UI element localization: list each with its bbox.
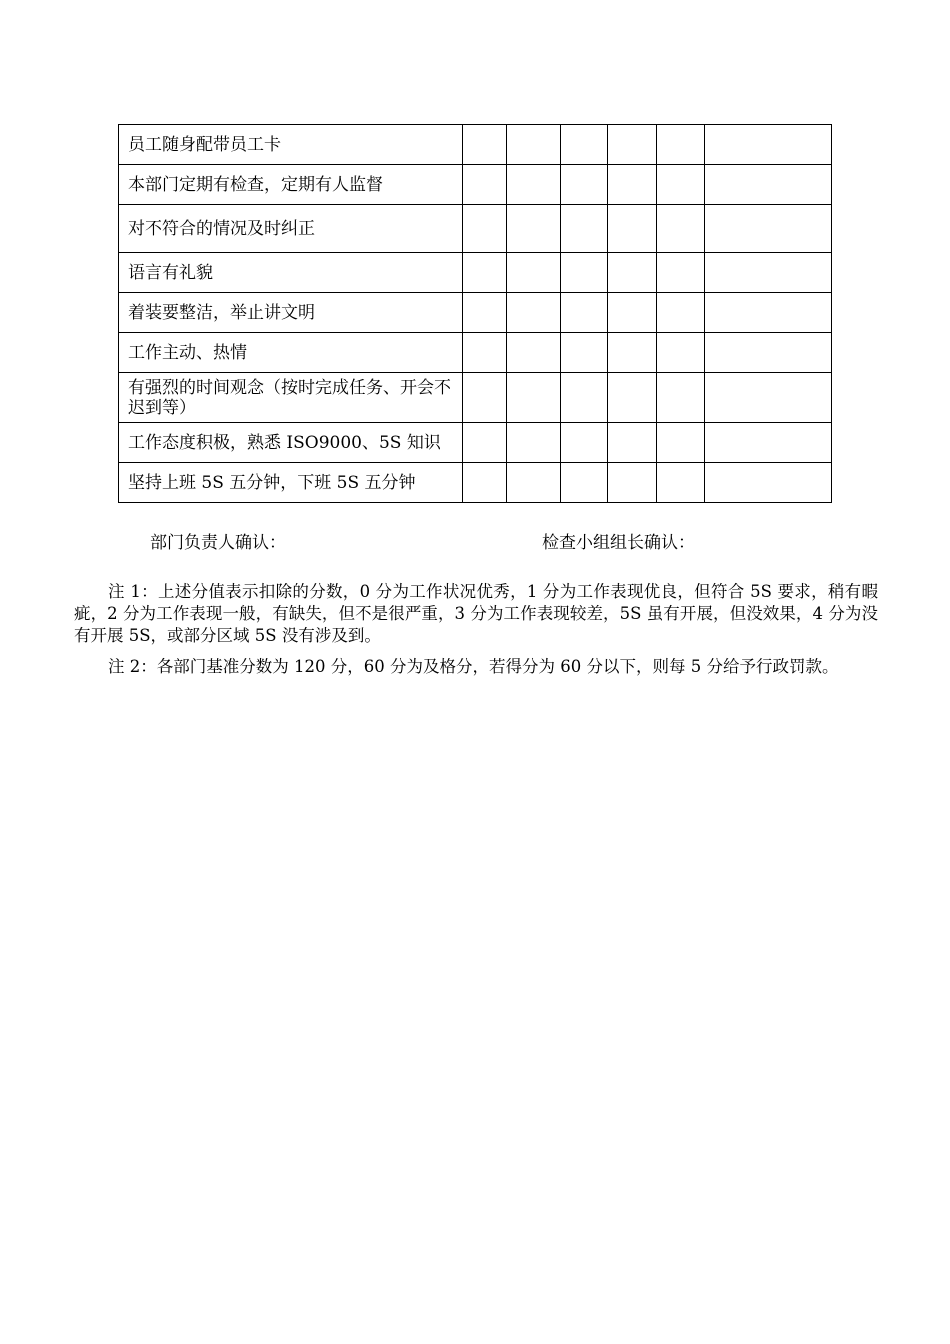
score-cell	[608, 253, 657, 293]
score-cell	[507, 293, 561, 333]
score-cell	[561, 463, 608, 503]
item-text: 工作主动、热情	[128, 342, 247, 363]
table-row	[119, 165, 832, 205]
remark-cell	[705, 165, 832, 205]
score-cell	[608, 333, 657, 373]
remark-cell	[705, 293, 832, 333]
score-cell	[657, 125, 705, 165]
item-text: 本部门定期有检查，定期有人监督	[128, 174, 383, 195]
score-cell	[507, 253, 561, 293]
score-cell	[657, 293, 705, 333]
item-text: 着装要整洁，举止讲文明	[128, 302, 315, 323]
score-cell	[463, 423, 507, 463]
table-row	[119, 253, 832, 293]
item-cell	[119, 125, 463, 165]
item-text: 工作态度积极，熟悉 ISO9000、5S 知识	[128, 432, 441, 453]
score-cell	[507, 165, 561, 205]
score-cell	[463, 125, 507, 165]
score-cell	[463, 293, 507, 333]
score-cell	[608, 205, 657, 253]
item-cell	[119, 423, 463, 463]
score-cell	[608, 293, 657, 333]
score-cell	[561, 165, 608, 205]
score-cell	[463, 165, 507, 205]
item-cell	[119, 333, 463, 373]
remark-cell	[705, 423, 832, 463]
score-cell	[608, 463, 657, 503]
table-row	[119, 205, 832, 253]
item-cell	[119, 205, 463, 253]
score-cell	[463, 205, 507, 253]
score-cell	[657, 423, 705, 463]
score-cell	[507, 463, 561, 503]
score-cell	[463, 373, 507, 423]
score-cell	[463, 253, 507, 293]
score-cell	[561, 333, 608, 373]
score-cell	[608, 423, 657, 463]
score-cell	[561, 125, 608, 165]
item-text: 员工随身配带员工卡	[128, 134, 281, 155]
score-cell	[657, 253, 705, 293]
item-cell	[119, 293, 463, 333]
score-cell	[608, 165, 657, 205]
score-cell	[507, 125, 561, 165]
table-row	[119, 373, 832, 423]
item-cell	[119, 253, 463, 293]
item-text: 坚持上班 5S 五分钟，下班 5S 五分钟	[128, 472, 416, 493]
remark-cell	[705, 463, 832, 503]
table-row	[119, 125, 832, 165]
score-cell	[561, 373, 608, 423]
score-cell	[657, 205, 705, 253]
inspection-table	[118, 124, 832, 503]
score-cell	[507, 373, 561, 423]
remark-cell	[705, 125, 832, 165]
table-row	[119, 333, 832, 373]
score-cell	[608, 125, 657, 165]
score-cell	[507, 205, 561, 253]
score-cell	[463, 463, 507, 503]
remark-cell	[705, 253, 832, 293]
score-cell	[463, 333, 507, 373]
remark-cell	[705, 333, 832, 373]
score-cell	[507, 423, 561, 463]
item-cell	[119, 463, 463, 503]
score-cell	[608, 373, 657, 423]
score-cell	[561, 423, 608, 463]
table-row	[119, 463, 832, 503]
item-cell	[119, 373, 463, 423]
score-cell	[657, 333, 705, 373]
item-text: 有强烈的时间观念（按时完成任务、开会不迟到等）	[128, 377, 451, 418]
item-cell	[119, 165, 463, 205]
note-1: 注 1：上述分值表示扣除的分数，0 分为工作状况优秀，1 分为工作表现优良，但符合 5S 要求，稍有暇疵，2 分为工作表现一般，有缺失，但不是很严重，3 分为工作表现较差，5S 虽有开展，但没效果，4 分为没有开展 5S，或部分区域 5S 没有涉及到。	[74, 582, 878, 645]
score-cell	[561, 205, 608, 253]
table-row	[119, 423, 832, 463]
remark-cell	[705, 205, 832, 253]
item-text: 语言有礼貌	[128, 262, 213, 283]
score-cell	[507, 333, 561, 373]
score-cell	[657, 463, 705, 503]
score-cell	[561, 293, 608, 333]
item-text: 对不符合的情况及时纠正	[128, 218, 315, 239]
score-cell	[657, 373, 705, 423]
note-2: 注 2：各部门基准分数为 120 分，60 分为及格分，若得分为 60 分以下，则每 5 分给予行政罚款。	[108, 657, 839, 676]
table-row	[119, 293, 832, 333]
score-cell	[561, 253, 608, 293]
dept-head-signature-label: 部门负责人确认：	[150, 533, 286, 553]
remark-cell	[705, 373, 832, 423]
group-leader-signature-label: 检查小组组长确认：	[542, 533, 695, 553]
score-cell	[657, 165, 705, 205]
